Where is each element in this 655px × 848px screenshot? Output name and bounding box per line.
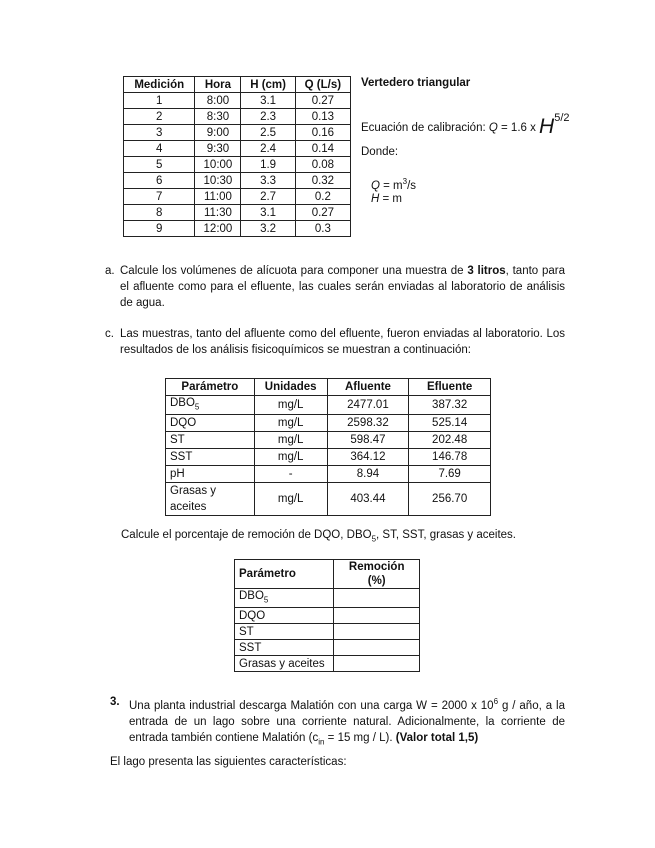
- table-row: [124, 205, 351, 221]
- table-cell: 8:30: [195, 109, 241, 125]
- table-row: [166, 483, 491, 516]
- removal-prompt: [121, 529, 516, 543]
- table-cell: 8:00: [195, 93, 241, 109]
- item-c: [105, 326, 565, 358]
- equation-q: Q: [488, 122, 498, 134]
- item-a-text: [105, 263, 565, 311]
- header-unidades: Unidades: [254, 379, 327, 396]
- table-row: [124, 221, 351, 237]
- measurement-table-body: [124, 93, 351, 237]
- table-cell-unit: mg/L: [254, 396, 327, 415]
- parameter-cell: [235, 624, 334, 640]
- table-cell: 0.14: [295, 141, 350, 157]
- q3-exp: 6: [493, 697, 499, 706]
- table-header-row: [166, 379, 491, 396]
- removal-value-cell[interactable]: [334, 656, 420, 672]
- table-row: [124, 125, 351, 141]
- table-cell-unit: -: [254, 466, 327, 483]
- parameter-cell: [166, 466, 255, 483]
- parameter-cell: [235, 608, 334, 624]
- table-cell: 11:00: [195, 189, 241, 205]
- removal-value-cell[interactable]: [334, 589, 420, 608]
- table-cell-efl: 146.78: [409, 449, 491, 466]
- table-cell-afl: 2598.32: [327, 415, 409, 432]
- removal-prompt-before: Calcule el porcentaje de remoción de DQO, DBO: [121, 529, 372, 541]
- table-cell-efl: 202.48: [409, 432, 491, 449]
- equation-mid: = 1.6 x: [497, 122, 540, 134]
- q3-text2: g / año, a la entrada de un lago sobre una corriente natural. Adicionalmente, la corriente de entrada también contiene Malatión (c: [129, 699, 565, 744]
- parameter-name: SST: [170, 451, 193, 464]
- table-header-row: [124, 77, 351, 93]
- table-cell-unit: mg/L: [254, 415, 327, 432]
- table-cell: 3.1: [241, 93, 295, 109]
- table-cell: 0.08: [295, 157, 350, 173]
- removal-prompt-after: , ST, SST, grasas y aceites.: [376, 529, 517, 541]
- table-row: [124, 189, 351, 205]
- removal-value-cell[interactable]: [334, 640, 420, 656]
- table-cell-unit: mg/L: [254, 432, 327, 449]
- table-cell-unit: mg/L: [254, 449, 327, 466]
- measurement-table: [123, 76, 351, 237]
- table-cell-afl: 8.94: [327, 466, 409, 483]
- table-cell: 2.7: [241, 189, 295, 205]
- parameter-cell: [166, 415, 255, 432]
- table-cell: 5: [124, 157, 195, 173]
- header-parametro: Parámetro: [235, 560, 334, 589]
- header-remocion: Remoción (%): [334, 560, 420, 589]
- parameter-name: DBO: [239, 590, 264, 602]
- table-cell: 10:30: [195, 173, 241, 189]
- table-row: [235, 624, 420, 640]
- item-a-text-before: Calcule los volúmenes de alícuota para componer una muestra de: [120, 265, 468, 277]
- parameter-name: DQO: [239, 609, 266, 622]
- table-cell: 2.3: [241, 109, 295, 125]
- item-a-label: a.: [105, 265, 115, 277]
- table-cell: 10:00: [195, 157, 241, 173]
- q3-text3: = 15 mg / L).: [324, 731, 396, 744]
- q-unit-tail: /s: [407, 179, 417, 192]
- table-cell: 3.3: [241, 173, 295, 189]
- parameter-name: SST: [239, 641, 262, 654]
- table-cell: 1.9: [241, 157, 295, 173]
- q3-sub: in: [318, 737, 325, 747]
- table-row: [166, 415, 491, 432]
- table-cell: 11:30: [195, 205, 241, 221]
- q-unit: = m: [379, 179, 403, 192]
- item-a-bold: 3 litros: [467, 265, 506, 277]
- table-cell-afl: 598.47: [327, 432, 409, 449]
- table-cell: 2: [124, 109, 195, 125]
- table-row: [166, 449, 491, 466]
- h-definition: [371, 193, 402, 205]
- parameter-cell: [166, 396, 255, 415]
- table-cell: 0.3: [295, 221, 350, 237]
- parameter-cell: [235, 656, 334, 672]
- table-cell: 3.1: [241, 205, 295, 221]
- lake-characteristics: El lago presenta las siguientes características:: [110, 756, 347, 768]
- table-cell: 1: [124, 93, 195, 109]
- q-var: Q: [371, 179, 380, 192]
- weir-title: Vertedero triangular: [361, 77, 471, 89]
- parameter-subscript: 5: [263, 595, 269, 605]
- table-row: [235, 608, 420, 624]
- table-row: [124, 173, 351, 189]
- removal-value-cell[interactable]: [334, 624, 420, 640]
- table-cell-efl: 387.32: [409, 396, 491, 415]
- parameter-name: Grasas y aceites: [239, 657, 325, 670]
- table-cell: 7: [124, 189, 195, 205]
- equation-h: H: [539, 115, 555, 138]
- parameter-name: Grasas y aceites: [170, 485, 217, 514]
- question-3-text: [110, 694, 565, 750]
- header-h: H (cm): [241, 77, 295, 93]
- header-efluente: Efluente: [409, 379, 491, 396]
- table-row: [124, 93, 351, 109]
- table-row: [235, 640, 420, 656]
- parameter-cell: [166, 432, 255, 449]
- table-cell-efl: 7.69: [409, 466, 491, 483]
- results-table-body: [166, 396, 491, 516]
- equation-exponent: 5/2: [554, 112, 570, 124]
- question-3: [110, 694, 565, 750]
- header-medicion: Medición: [124, 77, 195, 93]
- parameter-cell: [166, 483, 255, 516]
- table-cell: 12:00: [195, 221, 241, 237]
- table-row: [124, 141, 351, 157]
- calibration-equation: [361, 113, 570, 137]
- table-cell: 9: [124, 221, 195, 237]
- table-cell: 2.5: [241, 125, 295, 141]
- parameter-cell: [235, 640, 334, 656]
- question-3-number: 3.: [110, 696, 120, 708]
- table-cell: 4: [124, 141, 195, 157]
- table-row: [124, 109, 351, 125]
- item-a: [105, 263, 565, 311]
- parameter-name: pH: [170, 468, 185, 481]
- parameter-name: ST: [239, 625, 254, 638]
- table-cell-afl: 403.44: [327, 483, 409, 516]
- parameter-name: ST: [170, 434, 185, 447]
- item-c-label: c.: [105, 328, 114, 340]
- parameter-cell: [235, 589, 334, 608]
- table-cell: 3.2: [241, 221, 295, 237]
- parameter-cell: [166, 449, 255, 466]
- table-cell-unit: mg/L: [254, 483, 327, 516]
- table-cell-afl: 364.12: [327, 449, 409, 466]
- parameter-subscript: 5: [194, 402, 200, 412]
- table-cell: 9:00: [195, 125, 241, 141]
- table-row: [166, 396, 491, 415]
- table-row: [235, 656, 420, 672]
- table-cell: 0.13: [295, 109, 350, 125]
- results-table: [165, 378, 491, 516]
- h-unit: = m: [379, 193, 402, 205]
- table-row: [166, 432, 491, 449]
- removal-table: [234, 559, 420, 672]
- table-row: [235, 589, 420, 608]
- parameter-name: DBO: [170, 397, 195, 409]
- table-cell: 2.4: [241, 141, 295, 157]
- header-parametro: Parámetro: [166, 379, 255, 396]
- table-cell: 9:30: [195, 141, 241, 157]
- table-cell-efl: 256.70: [409, 483, 491, 516]
- table-cell: 0.27: [295, 205, 350, 221]
- table-cell: 6: [124, 173, 195, 189]
- header-hora: Hora: [195, 77, 241, 93]
- table-cell: 0.32: [295, 173, 350, 189]
- removal-table-body: [235, 589, 420, 672]
- q-definition: [371, 177, 416, 192]
- item-a-text-after: , tanto para el afluente como para el efluente, las cuales serán enviadas al laboratorio de análisis de agua.: [120, 265, 565, 309]
- table-cell: 0.2: [295, 189, 350, 205]
- item-c-text: Las muestras, tanto del afluente como del efluente, fueron enviadas al laboratorio. Los resultados de los análisis fisicoquímicos se muestran a continuación:: [120, 328, 565, 356]
- table-header-row: [235, 560, 420, 589]
- table-cell: 0.16: [295, 125, 350, 141]
- header-afluente: Afluente: [327, 379, 409, 396]
- table-cell-afl: 2477.01: [327, 396, 409, 415]
- header-q: Q (L/s): [295, 77, 350, 93]
- parameter-name: DQO: [170, 417, 197, 430]
- q3-text1: Una planta industrial descarga Malatión con una carga W = 2000 x 10: [129, 699, 494, 712]
- h-var: H: [371, 193, 380, 205]
- q3-bold: (Valor total 1,5): [395, 731, 479, 744]
- q-unit-exp: 3: [402, 177, 408, 186]
- removal-value-cell[interactable]: [334, 608, 420, 624]
- removal-prompt-sub: 5: [371, 534, 377, 544]
- table-cell: 8: [124, 205, 195, 221]
- donde-label: Donde:: [361, 146, 399, 158]
- equation-prefix: Ecuación de calibración:: [361, 122, 489, 134]
- table-cell: 3: [124, 125, 195, 141]
- table-cell-efl: 525.14: [409, 415, 491, 432]
- table-cell: 0.27: [295, 93, 350, 109]
- table-row: [124, 157, 351, 173]
- table-row: [166, 466, 491, 483]
